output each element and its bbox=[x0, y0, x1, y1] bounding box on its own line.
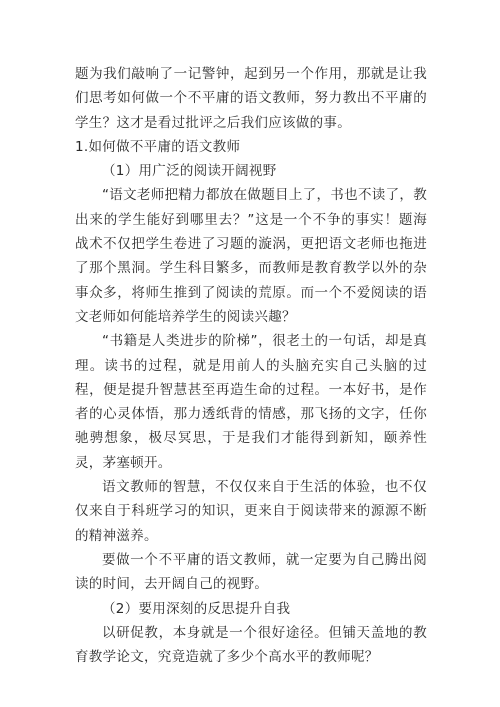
body-paragraph: 题为我们敲响了一记警钟，起到另一个作用，那就是让我们思考如何做一个不平庸的语文教师，努力教出不平庸的学生？这才是看过批评之后我们应该做的事。 bbox=[75, 66, 427, 131]
subsection-heading: （2）要用深刻的反思提升自我 bbox=[102, 600, 291, 617]
subsection-heading: （1）用广泛的阅读开阔视野 bbox=[102, 163, 277, 180]
section-heading: 1.如何做不平庸的语文教师 bbox=[75, 138, 241, 155]
body-paragraph: “语文老师把精力都放在做题目上了，书也不读了，教出来的学生能好到哪里去？”这是一个不争的事实！题海战术不仅把学生卷进了习题的漩涡，更把语文老师也拖进了那个黑洞。学生科目繁多，而教师是教育教学以外的杂事众多，将师生推到了阅读的荒原。而一个不爱阅读的语文老师如何能培养学生的阅读兴趣？ bbox=[75, 187, 427, 325]
body-paragraph: 语文教师的智慧，不仅仅来自于生活的体验，也不仅仅来自于科班学习的知识，更来自于阅读带来的源源不断的精神滋养。 bbox=[75, 479, 427, 544]
body-paragraph: “书籍是人类进步的阶梯”，很老土的一句话，却是真理。读书的过程，就是用前人的头脑充实自己头脑的过程，便是提升智慧甚至再造生命的过程。一本好书，是作者的心灵体悟，那力透纸背的情感，那飞扬的文字，任你驰骋想象，极尽冥思，于是我们才能得到新知，颐养性灵，茅塞顿开。 bbox=[75, 333, 427, 471]
document-body bbox=[75, 62, 427, 669]
body-paragraph: 以研促教，本身就是一个很好途径。但铺天盖地的教育教学论文，究竟造就了多少个高水平的教师呢？ bbox=[75, 624, 427, 666]
body-paragraph: 要做一个不平庸的语文教师，就一定要为自己腾出阅读的时间，去开阔自己的视野。 bbox=[75, 551, 427, 593]
